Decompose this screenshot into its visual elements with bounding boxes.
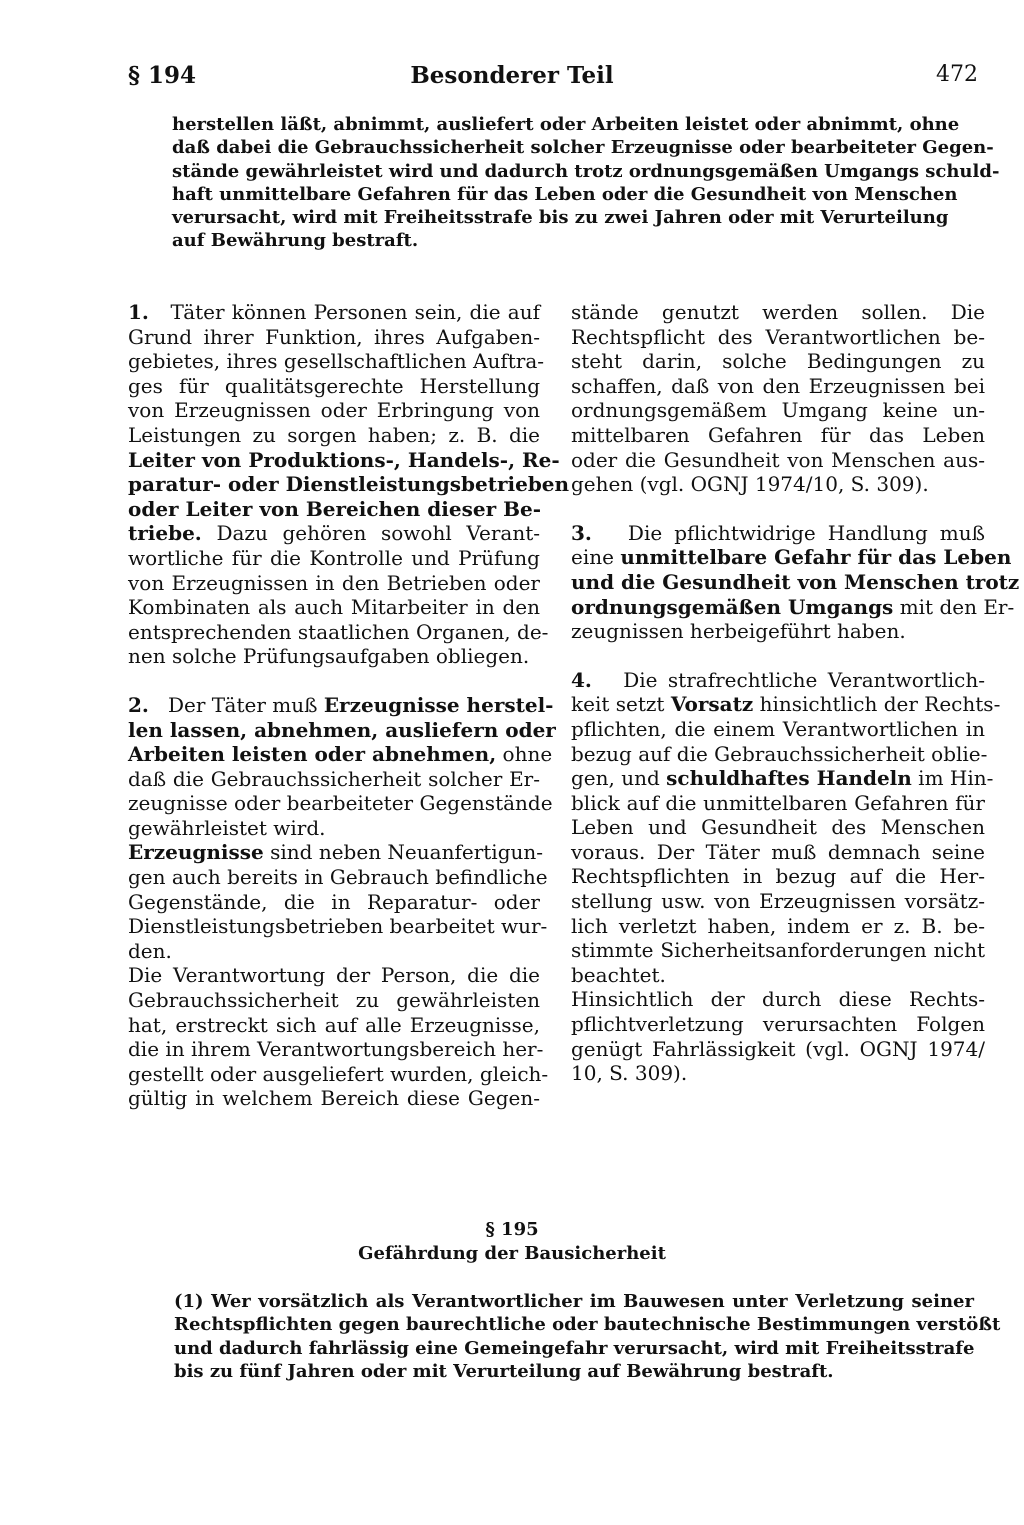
text-line: Täter können Personen sein, die auf [170,300,540,324]
text-line: Hinsichtlich der durch diese Rechts- [571,987,985,1012]
text-line: Die Verantwortung der Person, die die [128,963,540,988]
statute-line: auf Bewährung bestraft. [172,230,419,252]
text-line: stimmte Sicherheitsanforderungen nicht [571,938,985,963]
text-line: Grund ihrer Funktion, ihres Aufgaben- [128,324,540,349]
text-line: entsprechenden staatlichen Organen, de- [128,619,549,644]
header-section-number: § 194 [128,62,197,89]
text-line-bold: paratur- oder Dienstleistungsbetrieben [128,472,570,497]
text-line: oder die Gesundheit von Menschen aus- [571,447,985,472]
text-run: Die strafrechtliche Verantwortlich- [623,667,985,692]
text-line: gestellt oder ausgeliefert wurden, gleich- [128,1061,549,1086]
text-line: lich verletzt haben, indem er z. B. be- [571,913,985,938]
text-line: gen auch bereits in Gebrauch befindliche [128,865,548,890]
text-line: steht darin, solche Bedingungen zu [571,349,985,374]
text-run: ohne [502,742,553,767]
statute-line: verursacht, wird mit Freiheitsstrafe bis zu zwei Jahren oder mit Verurteilung [172,207,949,229]
statute-line: daß dabei die Gebrauchssicherheit solcher Erzeugnisse oder bearbeiteter Gegen- [172,137,994,159]
text-line: nen solche Prüfungsaufgaben obliegen. [128,644,530,669]
text-line: 10, S. 309). [571,1061,688,1086]
text-line: bezug auf die Gebrauchssicherheit oblie- [571,741,988,766]
statute-line: bis zu fünf Jahren oder mit Verurteilung auf Bewährung bestraft. [174,1360,834,1382]
text-line: Leistungen zu sorgen haben; z. B. die [128,422,540,447]
text-line: Kombinaten als auch Mitarbeiter in den [128,595,540,620]
text-line: zeugnissen herbeigeführt haben. [571,619,906,644]
statute-195-text [174,1290,1001,1383]
statute-line: (1) Wer vorsätzlich als Verantwortlicher im Bauwesen unter Verletzung seiner [174,1291,974,1312]
text-line: pflichtverletzung verursachten Folgen [571,1012,985,1037]
statute-194-text [172,113,1000,253]
text-line: Rechtspflichten in bezug auf die Her- [571,864,985,889]
text-run: im Hin- [918,766,994,791]
text-line: hat, erstreckt sich auf alle Erzeugnisse, [128,1012,540,1037]
paragraph-number: 3. [571,520,592,545]
statute-line: stände gewährleistet wird und dadurch trotz ordnungsgemäßen Umgangs schuld- [172,160,1000,182]
text-line: pflichten, die einem Verantwortlichen in [571,716,985,741]
text-line: Gegenstände, die in Reparatur- oder [128,889,540,914]
text-line-bold: len lassen, abnehmen, ausliefern oder [128,717,556,742]
paragraph-number: 1. [128,300,149,324]
text-bold: Arbeiten leisten oder abnehmen, [128,742,497,767]
commentary-paragraph-3 [571,520,1020,644]
text-line: gewährleistet wird. [128,815,326,840]
text-line: genügt Fahrlässigkeit (vgl. OGNJ 1974/ [571,1036,985,1061]
text-line: gebietes, ihres gesellschaftlichen Auftra- [128,349,545,374]
text-run: keit setzt [571,692,665,717]
text-line: mittelbaren Gefahren für das Leben [571,422,985,447]
page-number: 472 [936,62,978,87]
text-run: sind neben Neuanfertigun- [270,840,544,865]
text-line: Leben und Gesundheit des Menschen [571,815,985,840]
text-bold: schuldhaftes Handeln [666,766,912,791]
text-bold: triebe. [128,521,202,546]
text-run: hinsichtlich der Rechts- [759,692,1001,717]
text-line: zeugnisse oder bearbeiteter Gegenstände [128,791,553,816]
header-title: Besonderer Teil [410,62,614,89]
statute-line: und dadurch fahrlässig eine Gemeingefahr verursacht, wird mit Freiheitsstrafe [174,1337,975,1359]
section-195-title: Gefährdung der Bausicherheit [358,1243,666,1264]
text-bold: Erzeugnisse [128,840,264,865]
text-line: schaffen, daß von den Erzeugnissen bei [571,373,985,398]
text-line: ges für qualitätsgerechte Herstellung [128,373,540,398]
statute-line: Rechtspflichten gegen baurechtliche oder bautechnische Bestimmungen verstößt [174,1314,1001,1336]
text-bold: Vorsatz [670,692,754,717]
text-bold: ordnungsgemäßen Umgangs [571,594,894,619]
commentary-paragraph-2-continued [571,300,985,497]
text-line: den. [128,938,172,963]
text-line: von Erzeugnissen oder Erbringung von [128,398,540,423]
text-run: Die pflichtwidrige Handlung muß [627,520,985,545]
text-line-bold: und die Gesundheit von Menschen trotz [571,569,1020,594]
text-run: Der Täter muß [167,692,318,717]
section-195-number: § 195 [485,1219,539,1240]
text-line: Rechtspflicht des Verantwortlichen be- [571,324,985,349]
commentary-right-column [571,300,1020,1086]
text-line: blick auf die unmittelbaren Gefahren für [571,790,985,815]
text-line: die in ihrem Verantwortungsbereich her- [128,1037,544,1062]
commentary-paragraph-4 [571,667,1001,1086]
text-line: gültig in welchem Bereich diese Gegen- [128,1086,540,1111]
text-line: stellung usw. von Erzeugnissen vorsätz- [571,889,985,914]
text-line-bold: Leiter von Produktions-, Handels-, Re- [128,447,560,472]
paragraph-number: 2. [128,692,149,717]
text-line: ordnungsgemäßem Umgang keine un- [571,398,985,423]
text-run: mit den Er- [899,594,1015,619]
text-line: gehen (vgl. OGNJ 1974/10, S. 309). [571,472,929,497]
text-line: von Erzeugnissen in den Betrieben oder [128,570,540,595]
text-line: Dienstleistungsbetrieben bearbeitet wur- [128,914,548,939]
text-line: stände genutzt werden sollen. Die [571,300,985,324]
text-bold: Erzeugnisse herstel- [323,692,554,717]
text-run: eine [571,545,614,570]
text-run: Dazu gehören sowohl Verant- [216,521,540,546]
text-line: voraus. Der Täter muß demnach seine [571,839,985,864]
statute-line: haft unmittelbare Gefahren für das Leben oder die Gesundheit von Menschen [172,183,958,205]
commentary-paragraph-1 [128,300,570,669]
text-line: Gebrauchssicherheit zu gewährleisten [128,988,540,1013]
commentary-left-column [128,300,570,1111]
paragraph-number: 4. [571,667,592,692]
text-line-bold: oder Leiter von Bereichen dieser Be- [128,496,542,521]
commentary-paragraph-2 [128,692,556,1111]
text-run: gen, und [571,766,660,791]
text-bold: unmittelbare Gefahr für das Leben [620,545,1012,570]
text-line: daß die Gebrauchssicherheit solcher Er- [128,766,540,791]
statute-line: herstellen läßt, abnimmt, ausliefert oder Arbeiten leistet oder abnimmt, ohne [172,114,960,135]
text-line: beachtet. [571,962,666,987]
text-line: wortliche für die Kontrolle und Prüfung [128,545,540,570]
